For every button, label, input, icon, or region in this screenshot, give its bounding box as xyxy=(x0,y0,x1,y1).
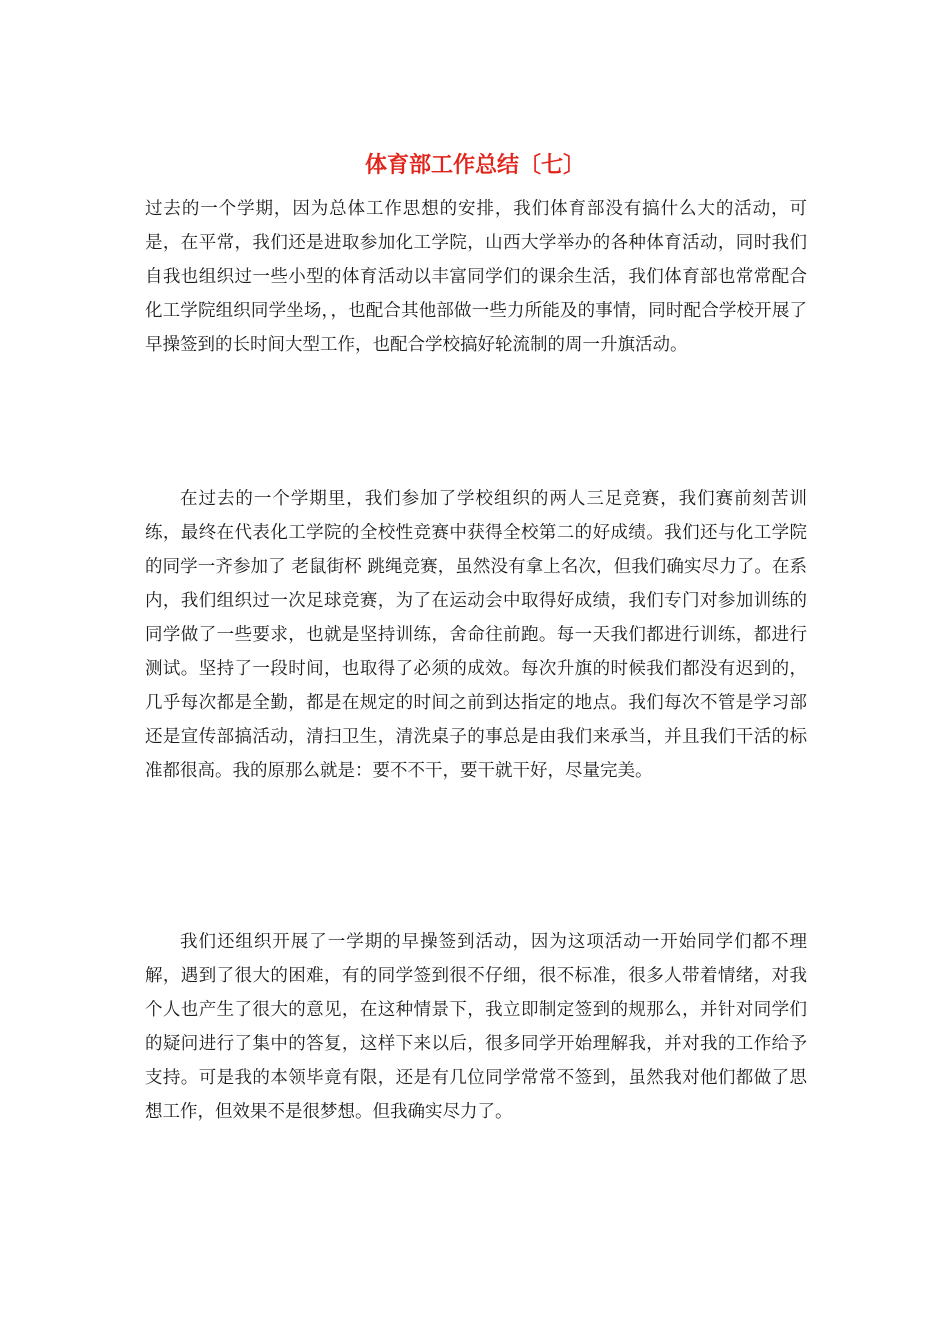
paragraph-1: 过去的一个学期，因为总体工作思想的安排，我们体育部没有搞什么大的活动，可是，在平常，我们还是进取参加化工学院，山西大学举办的各种体育活动，同时我们自我也组织过一些小型的体育活动以丰富同学们的课余生活，我们体育部也常常配合化工学院组织同学坐场，，也配合其他部做一些力所能及的事情，同时配合学校开展了早操签到的长时间大型工作，也配合学校搞好轮流制的周一升旗活动。 xyxy=(145,199,807,355)
document-title: 体育部工作总结〔七〕 xyxy=(364,152,585,178)
paragraph-2: 在过去的一个学期里，我们参加了学校组织的两人三足竞赛，我们赛前刻苦训练，最终在代表化工学院的全校性竞赛中获得全校第二的好成绩。我们还与化工学院的同学一齐参加了 老鼠街杯 跳绳竞赛，虽然没有拿上名次，但我们确实尽力了。在系内，我们组织过一次足球竞赛，为了在运动会中取得好成绩，我们专门对参加训练的同学做了一些要求，也就是坚持训练，舍命往前跑。每一天我们都进行训练，都进行测试。坚持了一段时间，也取得了必须的成效。每次升旗的时候我们都没有迟到的，几乎每次都是全勤，都是在规定的时间之前到达指定的地点。我们每次不管是学习部还是宣传部搞活动，清扫卫生，清洗桌子的事总是由我们来承当，并且我们干活的标准都很高。我的原那么就是：要不不干，要干就干好，尽量完美。 xyxy=(145,489,807,781)
paragraph-3: 我们还组织开展了一学期的早操签到活动，因为这项活动一开始同学们都不理解，遇到了很大的困难，有的同学签到很不仔细，很不标准，很多人带着情绪，对我个人也产生了很大的意见，在这种情景下，我立即制定签到的规那么，并针对同学们的疑问进行了集中的答复，这样下来以后，很多同学开始理解我，并对我的工作给予支持。可是我的本领毕竟有限，还是有几位同学常常不签到，虽然我对他们都做了思想工作，但效果不是很梦想。但我确实尽力了。 xyxy=(145,932,807,1122)
